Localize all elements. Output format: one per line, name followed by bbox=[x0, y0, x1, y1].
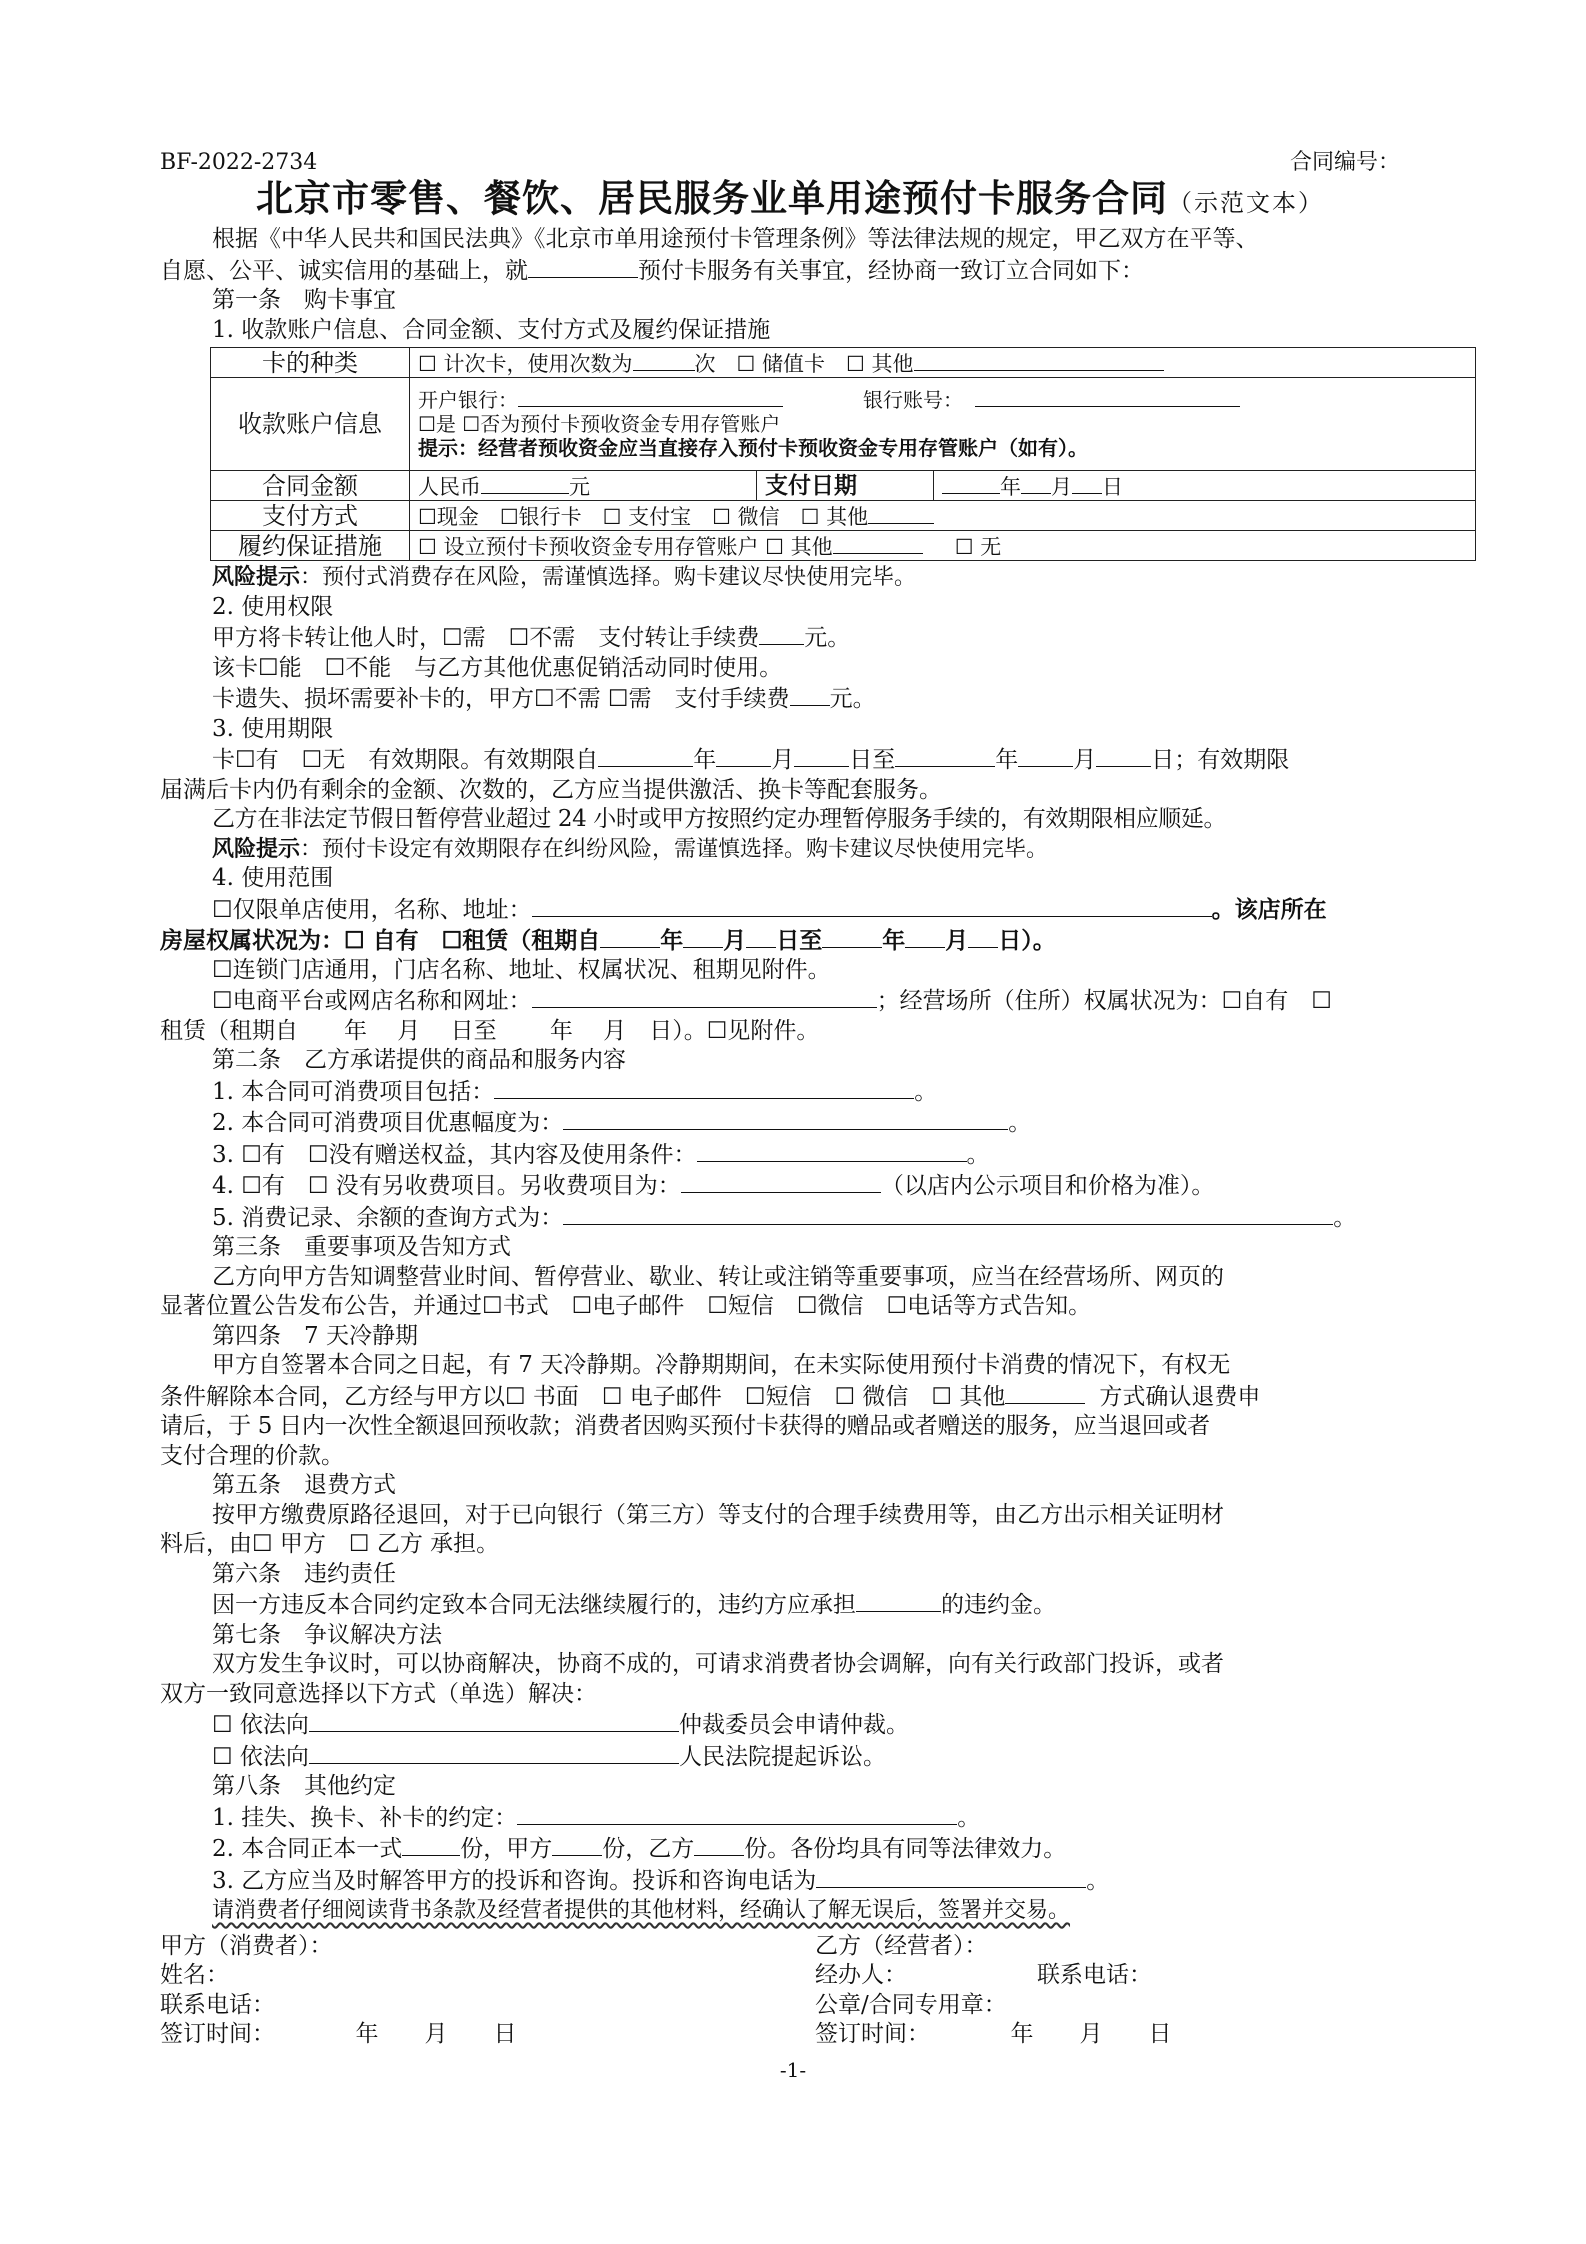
contract-amount-cell[interactable]: 人民币 元 bbox=[410, 471, 757, 501]
pay-date-cell[interactable]: 年 月 日 bbox=[934, 471, 1476, 501]
party-b-date[interactable]: 签订时间： 年 月 日 bbox=[815, 2021, 1172, 2047]
signature-block bbox=[160, 1932, 1440, 2052]
litigation-option[interactable]: ☐ 依法向 人民法院提起诉讼。 bbox=[160, 1741, 1440, 1773]
single-store-line[interactable]: ☐仅限单店使用，名称、地址： 。该店所在 bbox=[212, 895, 1327, 923]
account-info-cell: 开户银行： 银行账号： ☐是 ☐否为预付卡预收资金专用存管账户 提示：经营者预收资金应当直接存入预付卡预收资金专用存管账户（如有）。 bbox=[410, 378, 1476, 471]
validity-line-2: 届满后卡内仍有剩余的金额、次数的，乙方应当提供激活、换卡等配套服务。 bbox=[160, 776, 942, 803]
intro-line-2: 自愿、公平、诚实信用的基础上，就 预付卡服务有关事宜，经协商一致订立合同如下： bbox=[160, 255, 1440, 287]
chain-store-line[interactable]: ☐连锁门店通用，门店名称、地址、权属状况、租期见附件。 bbox=[212, 956, 831, 983]
validity-line[interactable]: 卡☐有 ☐无 有效期限。有效期限自 年 月 日至 年 月 日；有效期限 bbox=[160, 744, 1440, 776]
article-2-item-5[interactable]: 5. 消费记录、余额的查询方式为： 。 bbox=[160, 1202, 1440, 1234]
article-4-line-3: 请后，于 5 日内一次性全额退回预收款；消费者因购买预付卡获得的赠品或者赠送的服务，应当退回或者 bbox=[160, 1413, 1210, 1439]
party-b-phone[interactable]: 联系电话： bbox=[1037, 1962, 1152, 1988]
ecommerce-lease-line[interactable]: 租赁（租期自 年 月 日至 年 月 日）。☐见附件。 bbox=[160, 1017, 820, 1044]
account-number-blank[interactable] bbox=[975, 388, 1240, 407]
article-3-line-2[interactable]: 显著位置公告发布公告，并通过☐书式 ☐电子邮件 ☐短信 ☐微信 ☐电话等方式告知。 bbox=[160, 1293, 1092, 1319]
party-b-agent[interactable]: 经办人： bbox=[815, 1962, 907, 1988]
payment-method-label: 支付方式 bbox=[211, 501, 410, 531]
party-b-title: 乙方（经营者）： bbox=[815, 1932, 988, 1959]
contract-page bbox=[160, 150, 1440, 2052]
article-8-item-1[interactable]: 1. 挂失、换卡、补卡的约定： 。 bbox=[160, 1802, 1440, 1834]
article-8-item-3[interactable]: 3. 乙方应当及时解答甲方的投诉和咨询。投诉和咨询电话为 。 bbox=[160, 1865, 1440, 1897]
contract-number-label: 合同编号： bbox=[1289, 150, 1400, 175]
escrow-account-choice[interactable]: ☐是 ☐否为预付卡预收资金专用存管账户 bbox=[418, 412, 781, 436]
article-2-item-1[interactable]: 1. 本合同可消费项目包括： 。 bbox=[160, 1076, 1440, 1108]
article-7-title: 第七条 争议解决方法 bbox=[212, 1621, 442, 1648]
party-b-agent-row bbox=[815, 1961, 1172, 1991]
account-info-label: 收款账户信息 bbox=[211, 378, 410, 471]
party-a-name[interactable]: 姓名： bbox=[160, 1962, 229, 1988]
service-blank[interactable] bbox=[528, 255, 638, 278]
article-2-title: 第二条 乙方承诺提供的商品和服务内容 bbox=[212, 1047, 626, 1073]
article-1-sub-1: 1. 收款账户信息、合同金额、支付方式及履约保证措施 bbox=[212, 316, 771, 343]
intro-line-1: 根据《中华人民共和国民法典》《北京市单用途预付卡管理条例》等法律法规的规定，甲乙双方在平等、 bbox=[212, 226, 1259, 252]
article-4-line-2[interactable]: 条件解除本合同，乙方经与甲方以☐ 书面 ☐ 电子邮件 ☐短信 ☐ 微信 ☐ 其他 方式确认退费申 bbox=[160, 1381, 1440, 1413]
page-header bbox=[160, 150, 1440, 176]
ecommerce-line[interactable]: ☐电商平台或网店名称和网址： ；经营场所（住所）权属状况为：☐自有 ☐ bbox=[160, 985, 1440, 1017]
article-4-title: 第四条 7 天冷静期 bbox=[212, 1322, 418, 1349]
article-1-sub-2: 2. 使用权限 bbox=[212, 593, 334, 620]
page-title: 北京市零售、餐饮、居民服务业单用途预付卡服务合同（示范文本） bbox=[256, 176, 1324, 220]
party-a-phone[interactable]: 联系电话： bbox=[160, 1991, 275, 2018]
article-2-item-2[interactable]: 2. 本合同可消费项目优惠幅度为： 。 bbox=[160, 1107, 1440, 1139]
article-4-line-4: 支付合理的价款。 bbox=[160, 1442, 344, 1469]
performance-guarantee-options[interactable]: ☐ 设立预付卡预收资金专用存管账户 ☐ 其他 ☐ 无 bbox=[410, 531, 1476, 561]
card-type-label: 卡的种类 bbox=[211, 348, 410, 378]
article-3-line-1: 乙方向甲方告知调整营业时间、暂停营业、歇业、转让或注销等重要事项，应当在经营场所、网页的 bbox=[212, 1263, 1224, 1290]
replacement-fee-line[interactable]: 卡遗失、损坏需要补卡的，甲方☐不需 ☐需 支付手续费 元。 bbox=[160, 683, 1440, 715]
article-7-line-2: 双方一致同意选择以下方式（单选）解决： bbox=[160, 1680, 597, 1707]
payment-info-table bbox=[210, 347, 1476, 561]
party-b-column bbox=[815, 1932, 1172, 2050]
title-suffix: （示范文本） bbox=[1168, 189, 1324, 217]
article-3-title: 第三条 重要事项及告知方式 bbox=[212, 1234, 511, 1260]
card-type-options[interactable]: ☐ 计次卡，使用次数为 次 ☐ 储值卡 ☐ 其他 bbox=[410, 348, 1476, 378]
article-2-item-4[interactable]: 4. ☐有 ☐ 没有另收费项目。另收费项目为： （以店内公示项目和价格为准）。 bbox=[160, 1170, 1440, 1202]
page-number: -1- bbox=[779, 2058, 807, 2082]
article-8-item-2[interactable]: 2. 本合同正本一式 份，甲方 份，乙方 份。各份均具有同等法律效力。 bbox=[160, 1833, 1440, 1865]
party-a-title: 甲方（消费者）： bbox=[160, 1932, 333, 1959]
article-6-line-1[interactable]: 因一方违反本合同约定致本合同无法继续履行的，违约方应承担 的违约金。 bbox=[160, 1589, 1440, 1621]
promo-combine-line[interactable]: 该卡☐能 ☐不能 与乙方其他优惠促销活动同时使用。 bbox=[212, 654, 783, 681]
article-7-line-1: 双方发生争议时，可以协商解决，协商不成的，可请求消费者协会调解，向有关行政部门投诉，或者 bbox=[212, 1651, 1224, 1677]
contract-amount-label: 合同金额 bbox=[211, 471, 410, 501]
article-1-sub-3: 3. 使用期限 bbox=[212, 715, 334, 742]
escrow-tip: 提示：经营者预收资金应当直接存入预付卡预收资金专用存管账户（如有）。 bbox=[418, 436, 1088, 460]
party-a-date[interactable]: 签订时间： 年 月 日 bbox=[160, 2021, 517, 2047]
article-6-title: 第六条 违约责任 bbox=[212, 1560, 396, 1587]
article-1-title: 第一条 购卡事宜 bbox=[212, 287, 396, 313]
arbitration-option[interactable]: ☐ 依法向 仲裁委员会申请仲裁。 bbox=[160, 1709, 1440, 1741]
risk-notice-2: 风险提示：预付卡设定有效期限存在纠纷风险，需谨慎选择。购卡建议尽快使用完毕。 bbox=[212, 836, 1049, 862]
performance-guarantee-label: 履约保证措施 bbox=[211, 531, 410, 561]
doc-code: BF-2022-2734 bbox=[160, 150, 318, 175]
article-5-title: 第五条 退费方式 bbox=[212, 1472, 396, 1498]
signing-notice: 请消费者仔细阅读背书条款及经营者提供的其他材料，经确认了解无误后，签署并交易。 bbox=[212, 1898, 1071, 1923]
article-5-line-2[interactable]: 料后，由☐ 甲方 ☐ 乙方 承担。 bbox=[160, 1531, 500, 1557]
risk-notice-1: 风险提示：预付式消费存在风险，需谨慎选择。购卡建议尽快使用完毕。 bbox=[212, 565, 917, 590]
party-b-seal[interactable]: 公章/合同专用章： bbox=[815, 1991, 1007, 2018]
article-8-title: 第八条 其他约定 bbox=[212, 1773, 396, 1799]
validity-extension: 乙方在非法定节假日暂停营业超过 24 小时或甲方按照约定办理暂停服务手续的，有效期限相应顺延。 bbox=[212, 806, 1227, 832]
transfer-fee-line[interactable]: 甲方将卡转让他人时，☐需 ☐不需 支付转让手续费 元。 bbox=[160, 622, 1440, 654]
pay-date-label: 支付日期 bbox=[757, 471, 934, 501]
article-5-line-1: 按甲方缴费原路径退回，对于已向银行（第三方）等支付的合理手续费用等，由乙方出示相关证明材 bbox=[212, 1501, 1224, 1528]
article-4-line-1: 甲方自签署本合同之日起，有 7 天冷静期。冷静期期间，在未实际使用预付卡消费的情况下，有权无 bbox=[212, 1352, 1231, 1378]
property-status-line[interactable]: 房屋权属状况为：☐ 自有 ☐租赁（租期自 年 月 日至 年 月 日）。 bbox=[160, 927, 1056, 954]
bank-name-blank[interactable] bbox=[518, 388, 783, 407]
party-a-column bbox=[160, 1932, 517, 2050]
article-1-sub-4: 4. 使用范围 bbox=[212, 865, 334, 891]
payment-method-options[interactable]: ☐现金 ☐银行卡 ☐ 支付宝 ☐ 微信 ☐ 其他 bbox=[410, 501, 1476, 531]
article-2-item-3[interactable]: 3. ☐有 ☐没有赠送权益，其内容及使用条件： 。 bbox=[160, 1139, 1440, 1171]
